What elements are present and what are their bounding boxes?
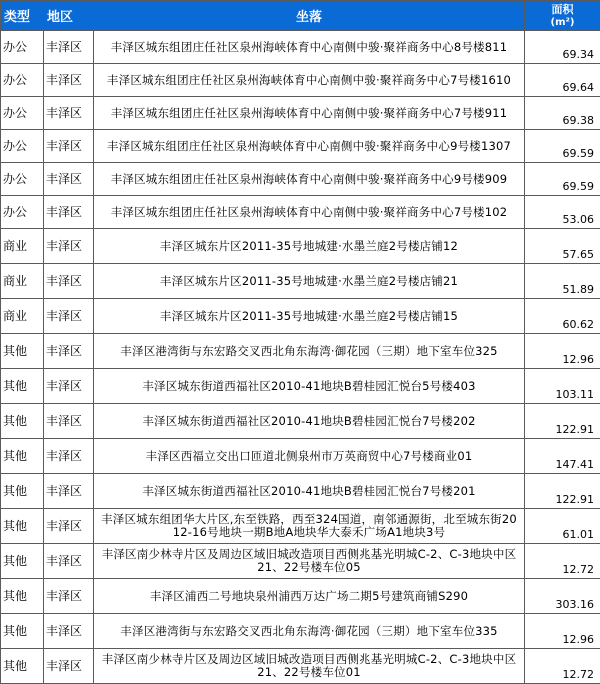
cell-district: 丰泽区 [44,404,94,439]
cell-type: 商业 [1,264,44,299]
cell-location: 丰泽区城东片区2011-35号地城建·水墨兰庭2号楼店铺21 [94,264,525,299]
cell-location: 丰泽区南少林寺片区及周边区域旧城改造项目西侧兆基光明城C-2、C-3地块中区21、22号楼车位05 [94,544,525,579]
header-area-unit: (m²) [525,16,600,29]
table-header-row [1,1,600,31]
cell-area: 51.89 [525,264,600,299]
cell-type: 其他 [1,369,44,404]
cell-district: 丰泽区 [44,544,94,579]
cell-area: 303.16 [525,579,600,614]
header-type: 类型 [1,1,44,31]
cell-location: 丰泽区城东组团庄任社区泉州海峡体育中心南侧中骏·聚祥商务中心8号楼811 [94,31,525,64]
table-row [1,579,600,614]
cell-type: 商业 [1,229,44,264]
cell-district: 丰泽区 [44,474,94,509]
cell-district: 丰泽区 [44,31,94,64]
cell-district: 丰泽区 [44,579,94,614]
header-location: 坐落 [94,1,525,31]
cell-district: 丰泽区 [44,334,94,369]
cell-area: 69.64 [525,64,600,97]
cell-type: 其他 [1,579,44,614]
cell-type: 办公 [1,130,44,163]
cell-type: 其他 [1,334,44,369]
header-area [525,1,600,31]
table-row [1,544,600,579]
cell-area: 122.91 [525,404,600,439]
cell-type: 其他 [1,404,44,439]
cell-district: 丰泽区 [44,229,94,264]
cell-type: 办公 [1,64,44,97]
table-row [1,509,600,544]
cell-area: 69.59 [525,130,600,163]
table-row [1,130,600,163]
cell-area: 53.06 [525,196,600,229]
cell-type: 其他 [1,439,44,474]
cell-area: 12.96 [525,334,600,369]
cell-area: 147.41 [525,439,600,474]
cell-type: 商业 [1,299,44,334]
cell-location: 丰泽区城东组团庄任社区泉州海峡体育中心南侧中骏·聚祥商务中心7号楼102 [94,196,525,229]
header-district: 地区 [44,1,94,31]
table-row [1,474,600,509]
cell-district: 丰泽区 [44,163,94,196]
cell-district: 丰泽区 [44,649,94,684]
cell-area: 12.72 [525,649,600,684]
cell-location: 丰泽区城东组团庄任社区泉州海峡体育中心南侧中骏·聚祥商务中心7号楼1610 [94,64,525,97]
cell-district: 丰泽区 [44,196,94,229]
cell-type: 办公 [1,31,44,64]
cell-area: 61.01 [525,509,600,544]
cell-location: 丰泽区港湾街与东宏路交叉西北角东海湾·御花园（三期）地下室车位335 [94,614,525,649]
cell-district: 丰泽区 [44,264,94,299]
table-row [1,439,600,474]
table-row [1,196,600,229]
cell-district: 丰泽区 [44,509,94,544]
cell-location: 丰泽区城东组团华大片区,东至铁路，西至324国道，南邻通源街，北至城东街2012-16号地块一期B地A地块华大泰禾广场A1地块3号 [94,509,525,544]
table-row [1,649,600,684]
cell-district: 丰泽区 [44,369,94,404]
cell-district: 丰泽区 [44,439,94,474]
cell-location: 丰泽区西福立交出口匝道北侧泉州市万英商贸中心7号楼商业01 [94,439,525,474]
cell-district: 丰泽区 [44,130,94,163]
table-row [1,64,600,97]
cell-location: 丰泽区城东片区2011-35号地城建·水墨兰庭2号楼店铺12 [94,229,525,264]
cell-location: 丰泽区城东组团庄任社区泉州海峡体育中心南侧中骏·聚祥商务中心7号楼911 [94,97,525,130]
cell-location: 丰泽区浦西二号地块泉州浦西万达广场二期5号建筑商铺S290 [94,579,525,614]
cell-type: 办公 [1,97,44,130]
table-row [1,614,600,649]
cell-area: 122.91 [525,474,600,509]
header-area-label: 面积 [552,3,574,16]
table-row [1,97,600,130]
cell-type: 其他 [1,509,44,544]
table-row [1,163,600,196]
cell-type: 办公 [1,196,44,229]
cell-district: 丰泽区 [44,614,94,649]
cell-location: 丰泽区南少林寺片区及周边区域旧城改造项目西侧兆基光明城C-2、C-3地块中区21、22号楼车位01 [94,649,525,684]
table-row [1,334,600,369]
table-row [1,229,600,264]
cell-district: 丰泽区 [44,299,94,334]
cell-location: 丰泽区城东街道西福社区2010-41地块B碧桂园汇悦台7号楼202 [94,404,525,439]
table-row [1,369,600,404]
cell-location: 丰泽区城东片区2011-35号地城建·水墨兰庭2号楼店铺15 [94,299,525,334]
cell-district: 丰泽区 [44,97,94,130]
cell-location: 丰泽区城东街道西福社区2010-41地块B碧桂园汇悦台5号楼403 [94,369,525,404]
cell-area: 12.96 [525,614,600,649]
table-row [1,31,600,64]
cell-area: 69.59 [525,163,600,196]
cell-area: 69.34 [525,31,600,64]
cell-location: 丰泽区城东组团庄任社区泉州海峡体育中心南侧中骏·聚祥商务中心9号楼909 [94,163,525,196]
cell-type: 其他 [1,614,44,649]
table-row [1,299,600,334]
cell-type: 办公 [1,163,44,196]
cell-area: 103.11 [525,369,600,404]
cell-area: 57.65 [525,229,600,264]
table-row [1,264,600,299]
cell-type: 其他 [1,649,44,684]
table-row [1,404,600,439]
cell-location: 丰泽区城东组团庄任社区泉州海峡体育中心南侧中骏·聚祥商务中心9号楼1307 [94,130,525,163]
cell-type: 其他 [1,544,44,579]
cell-type: 其他 [1,474,44,509]
cell-area: 69.38 [525,97,600,130]
cell-area: 12.72 [525,544,600,579]
cell-district: 丰泽区 [44,64,94,97]
cell-location: 丰泽区城东街道西福社区2010-41地块B碧桂园汇悦台7号楼201 [94,474,525,509]
cell-area: 60.62 [525,299,600,334]
cell-location: 丰泽区港湾街与东宏路交叉西北角东海湾·御花园（三期）地下室车位325 [94,334,525,369]
